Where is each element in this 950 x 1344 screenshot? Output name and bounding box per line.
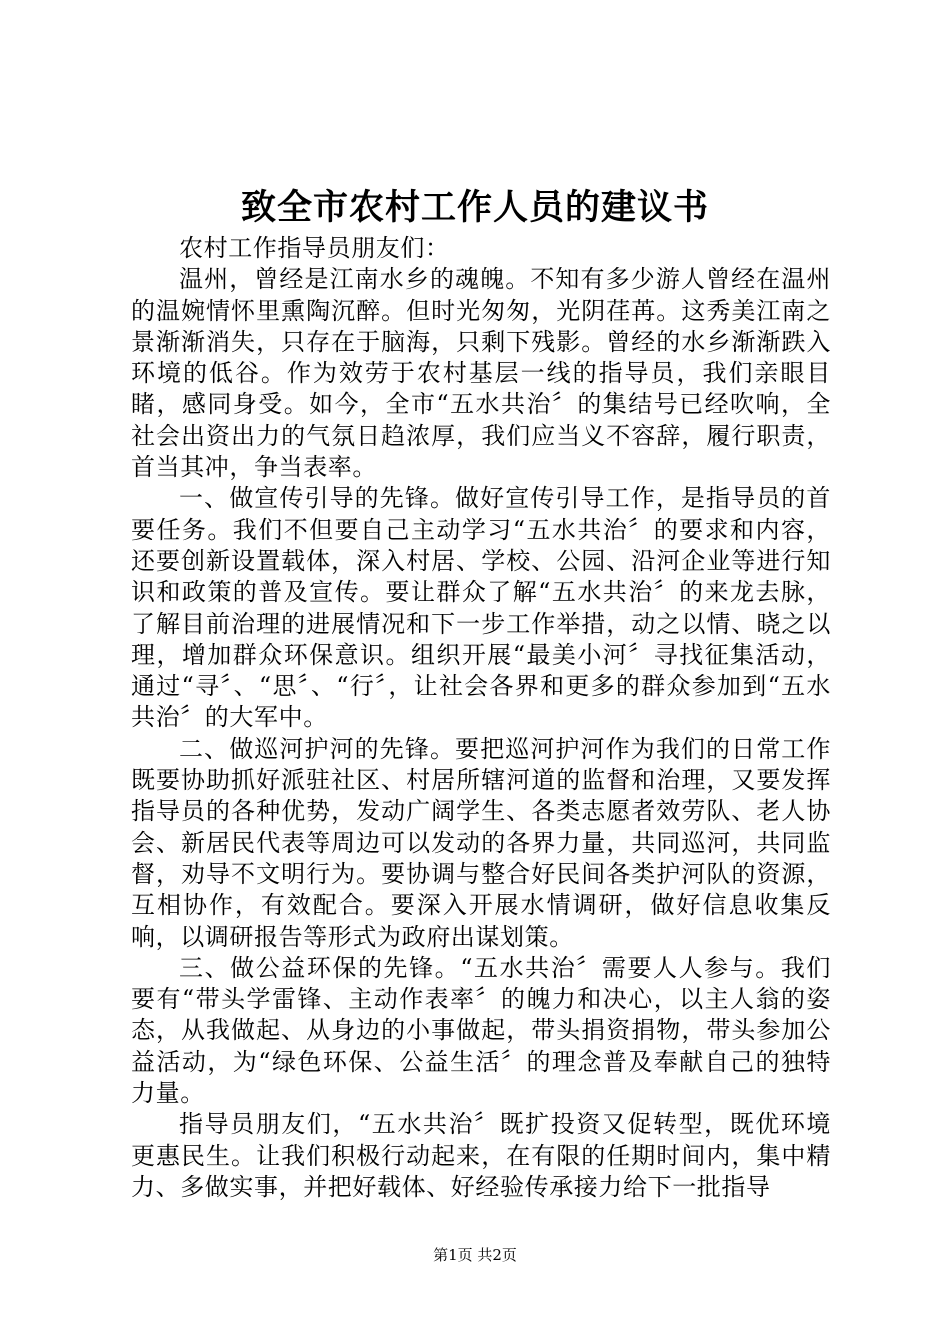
document-body: [131, 233, 831, 1203]
section-one-paragraph: 一、做宣传引导的先锋。做好宣传引导工作，是指导员的首要任务。我们不但要自己主动学习“五水共治〞的要求和内容，还要创新设置载体，深入村居、学校、公园、沿河企业等进行知识和政策的普及宣传。要让群众了解“五水共治〞的来龙去脉，了解目前治理的进展情况和下一步工作举措，动之以情、晓之以理，增加群众环保意识。组织开展“最美小河〞寻找征集活动，通过“寻〞、“思〞、“行〞，让社会各界和更多的群众参加到“五水共治〞的大军中。: [131, 484, 831, 732]
closing-paragraph: 指导员朋友们，“五水共治〞既扩投资又促转型，既优环境更惠民生。让我们积极行动起来，在有限的任期时间内，集中精力、多做实事，并把好载体、好经验传承接力给下一批指导: [131, 1110, 831, 1201]
section-two-paragraph: 二、做巡河护河的先锋。要把巡河护河作为我们的日常工作既要协助抓好派驻社区、村居所辖河道的监督和治理，又要发挥指导员的各种优势，发动广阔学生、各类志愿者效劳队、老人协会、新居民代表等周边可以发动的各界力量，共同巡河，共同监督，劝导不文明行为。要协调与整合好民间各类护河队的资源，互相协作，有效配合。要深入开展水情调研，做好信息收集反响，以调研报告等形式为政府出谋划策。: [131, 734, 831, 951]
document-title: 致全市农村工作人员的建议书: [240, 187, 709, 228]
salutation-paragraph: 农村工作指导员朋友们：: [179, 234, 450, 262]
intro-paragraph: 温州，曾经是江南水乡的魂魄。不知有多少游人曾经在温州的温婉情怀里熏陶沉醉。但时光匆匆，光阴荏苒。这秀美江南之景渐渐消失，只存在于脑海，只剩下残影。曾经的水乡渐渐跌入环境的低谷。作为效劳于农村基层一线的指导员，我们亲眼目睹，感同身受。如今，全市“五水共治〞的集结号已经吹响，全社会出资出力的气氛日趋浓厚，我们应当义不容辞，履行职责，首当其冲，争当表率。: [131, 265, 831, 482]
page-number-footer: 第1页 共2页: [433, 1246, 517, 1264]
section-three-paragraph: 三、做公益环保的先锋。“五水共治〞需要人人参与。我们要有“带头学雷锋、主动作表率〞的魄力和决心，以主人翁的姿态，从我做起、从身边的小事做起，带头捐资捐物，带头参加公益活动，为“绿色环保、公益生活〞的理念普及奉献自己的独特力量。: [131, 953, 831, 1108]
